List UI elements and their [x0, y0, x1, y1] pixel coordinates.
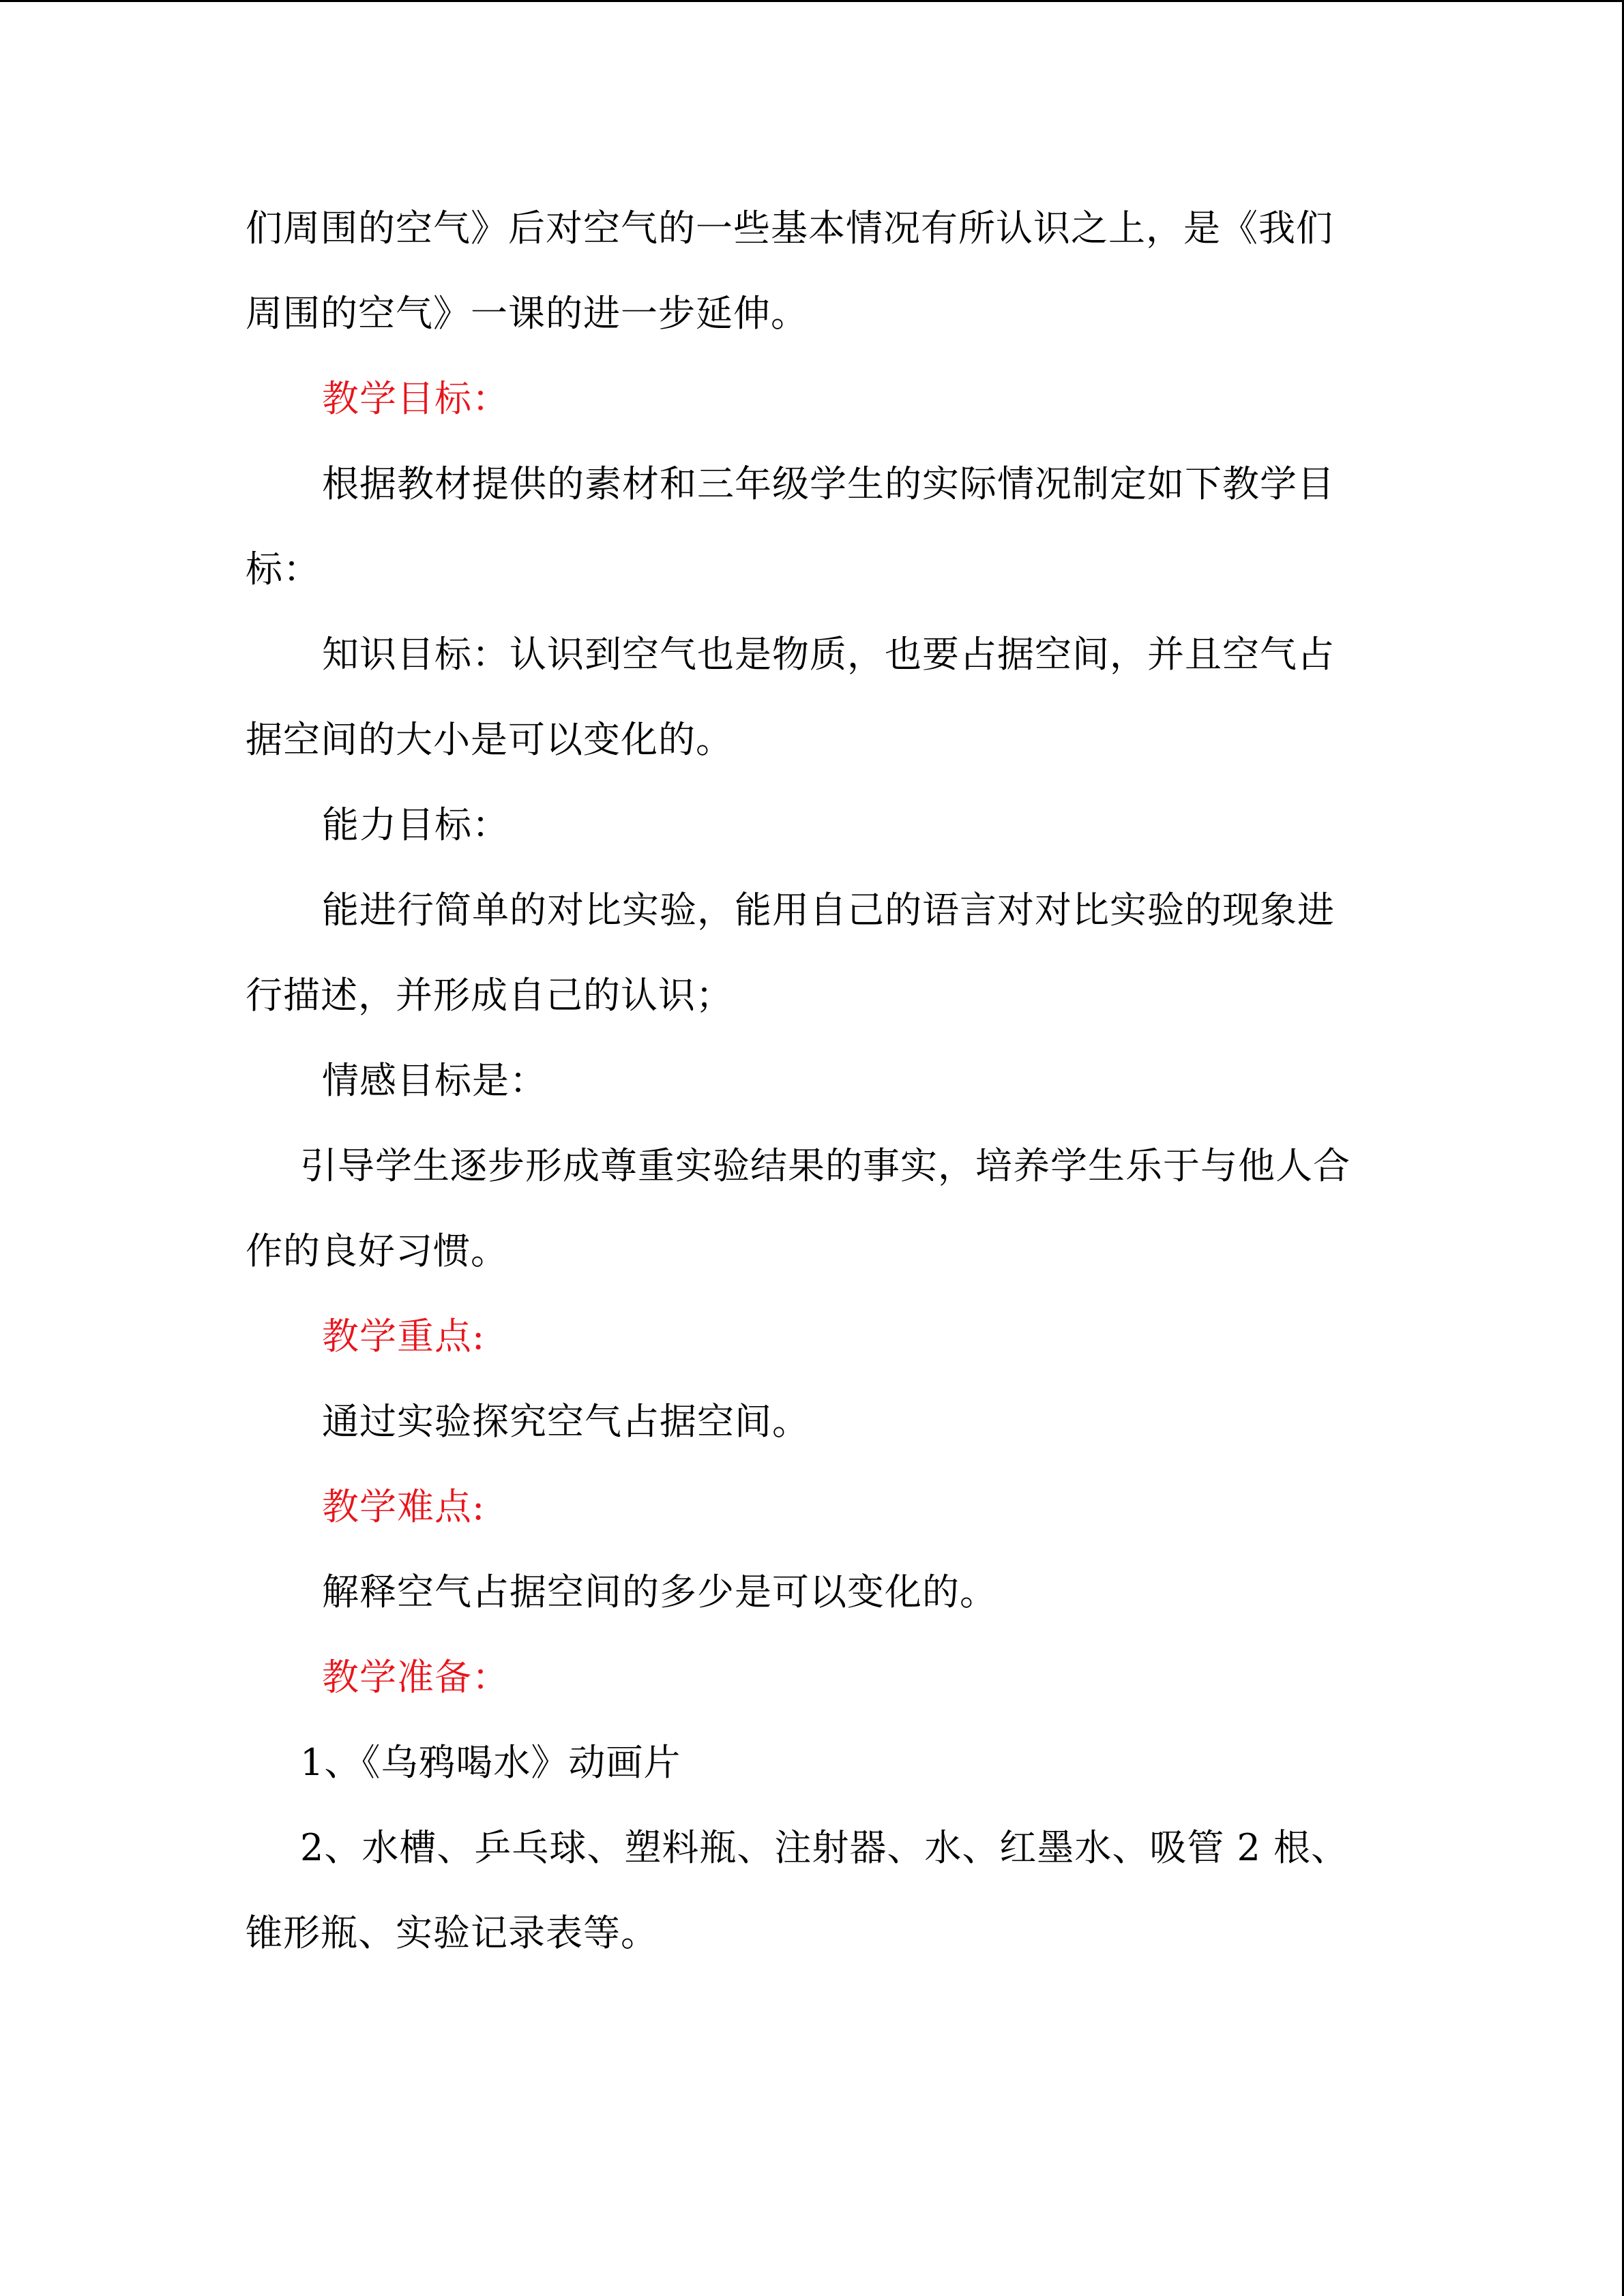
paragraph-line: 行描述，并形成自己的认识； — [246, 974, 733, 1017]
section-heading-key-points: 教学重点: — [322, 1315, 486, 1358]
paragraph-line: 能进行简单的对比实验，能用自己的语言对对比实验的现象进 — [322, 889, 1335, 931]
section-heading-teaching-goals: 教学目标： — [322, 377, 510, 420]
list-item: 1、《乌鸦喝水》动画片 — [300, 1741, 681, 1784]
list-item: 2、水槽、乒乓球、塑料瓶、注射器、水、红墨水、吸管 2 根、 — [300, 1826, 1349, 1869]
subheading-emotion-goals: 情感目标是： — [322, 1059, 547, 1102]
paragraph-line: 周围的空气》一课的进一步延伸。 — [246, 292, 808, 335]
paragraph-line: 引导学生逐步形成尊重实验结果的事实，培养学生乐于与他人合 — [300, 1144, 1350, 1187]
paragraph-line: 知识目标：认识到空气也是物质，也要占据空间，并且空气占 — [322, 633, 1335, 676]
section-heading-preparation: 教学准备： — [322, 1656, 510, 1699]
paragraph-line: 解释空气占据空间的多少是可以变化的。 — [322, 1570, 997, 1613]
section-heading-difficult-points: 教学难点: — [322, 1485, 486, 1528]
paragraph-line: 通过实验探究空气占据空间。 — [322, 1400, 810, 1443]
paragraph-line: 作的良好习惯。 — [246, 1229, 508, 1272]
paragraph-line: 据空间的大小是可以变化的。 — [246, 718, 733, 761]
paragraph-line: 根据教材提供的素材和三年级学生的实际情况制定如下教学目 — [322, 462, 1335, 505]
paragraph-line: 们周围的空气》后对空气的一些基本情况有所认识之上，是《我们 — [246, 207, 1333, 250]
subheading-ability-goals: 能力目标： — [322, 803, 510, 846]
paragraph-line: 标： — [246, 548, 321, 591]
page-top-border — [0, 0, 1624, 2]
paragraph-line: 锥形瓶、实验记录表等。 — [246, 1911, 658, 1954]
